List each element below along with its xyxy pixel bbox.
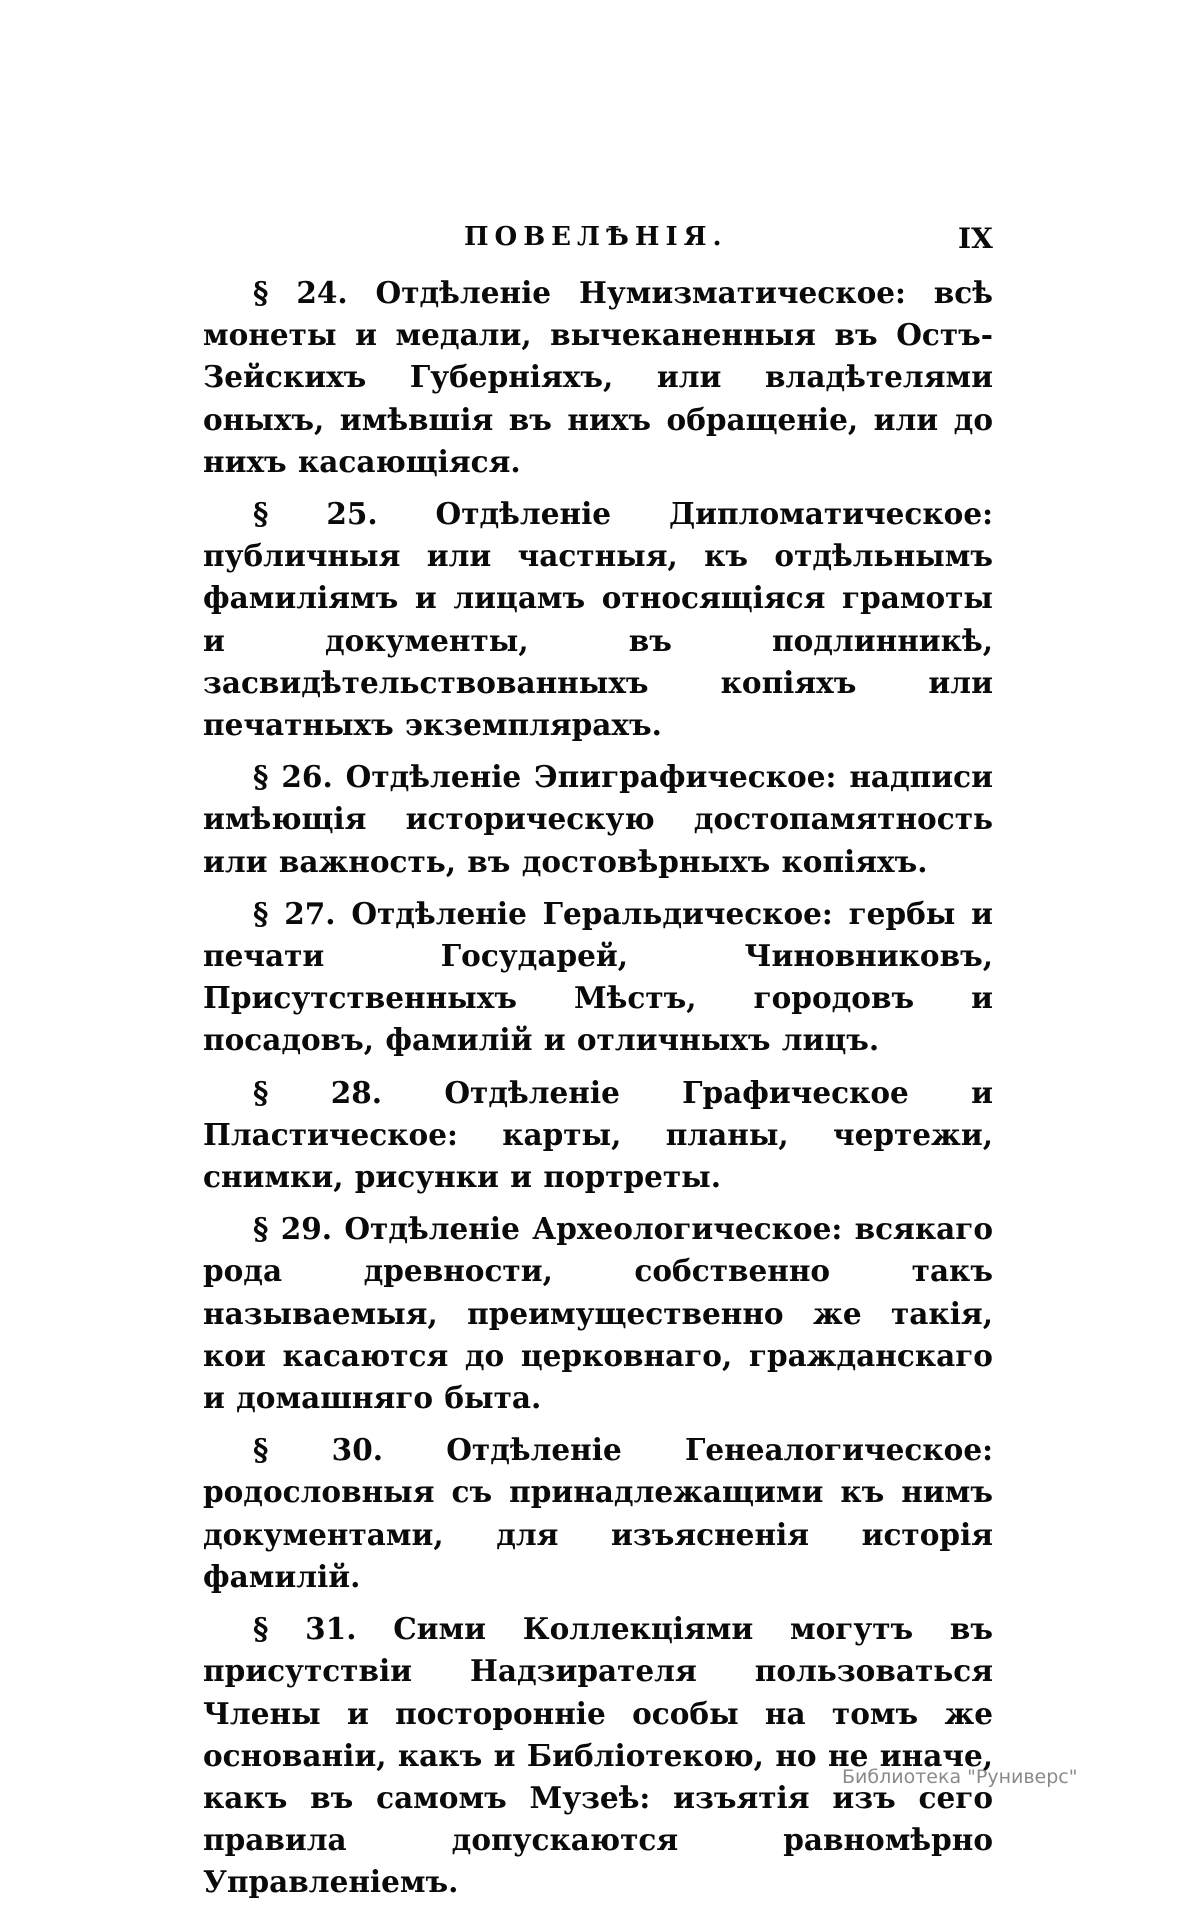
paragraph-26: § 26. Отдѣленіе Эпиграфическое: надписи имѣющія историческую достопамятность или важность, въ достовѣрныхъ копіяхъ. <box>203 759 993 879</box>
paragraph-24: § 24. Отдѣленіе Нумизматическое: всѣ монеты и медали, вычеканенныя въ Остъ-Зейскихъ Губерніяхъ, или владѣтелями оныхъ, имѣвшія въ нихъ обращеніе, или до нихъ касающіяся. <box>203 275 993 479</box>
running-title: ПОВЕЛѢНІЯ. <box>464 222 728 252</box>
paragraph-28: § 28. Отдѣленіе Графическое и Пластическое: карты, планы, чертежи, снимки, рисунки и портреты. <box>203 1074 993 1195</box>
paragraph-25: § 25. Отдѣленіе Дипломатическое: публичныя или частныя, къ отдѣльнымъ фамиліямъ и лицамъ относящіяся грамоты и документы, въ подлинникѣ, засвидѣтельствованныхъ копіяхъ или печатныхъ экземплярахъ. <box>203 496 993 743</box>
paragraph-27: § 27. Отдѣленіе Геральдическое: гербы и печати Государей, Чиновниковъ, Присутственныхъ Мѣстъ, городовъ и посадовъ, фамилій и отличныхъ лицъ. <box>203 895 993 1058</box>
body-text <box>203 272 993 1910</box>
paragraph-30: § 30. Отдѣленіе Генеалогическое: родословныя съ принадлежащими къ нимъ документами, для изъясненія исторія фамилій. <box>203 1432 993 1594</box>
paragraph-29: § 29. Отдѣленіе Археологическое: всякаго рода древности, собственно такъ называемыя, преимущественно же такія, кои касаются до церковнаго, гражданскаго и домашняго быта. <box>203 1211 993 1416</box>
page-header <box>0 222 1200 262</box>
page-number: IX <box>958 222 993 255</box>
paragraph-31: § 31. Сими Коллекціями могутъ въ присутствіи Надзирателя пользоваться Члены и посторонніе особы на томъ же основаніи, какъ и Библіотекою, но не иначе, какъ въ самомъ Музеѣ: изъятія изъ сего правила допускаются равномѣрно Управленіемъ. <box>203 1611 993 1900</box>
library-watermark: Библиотека "Руниверс" <box>842 1766 1078 1788</box>
